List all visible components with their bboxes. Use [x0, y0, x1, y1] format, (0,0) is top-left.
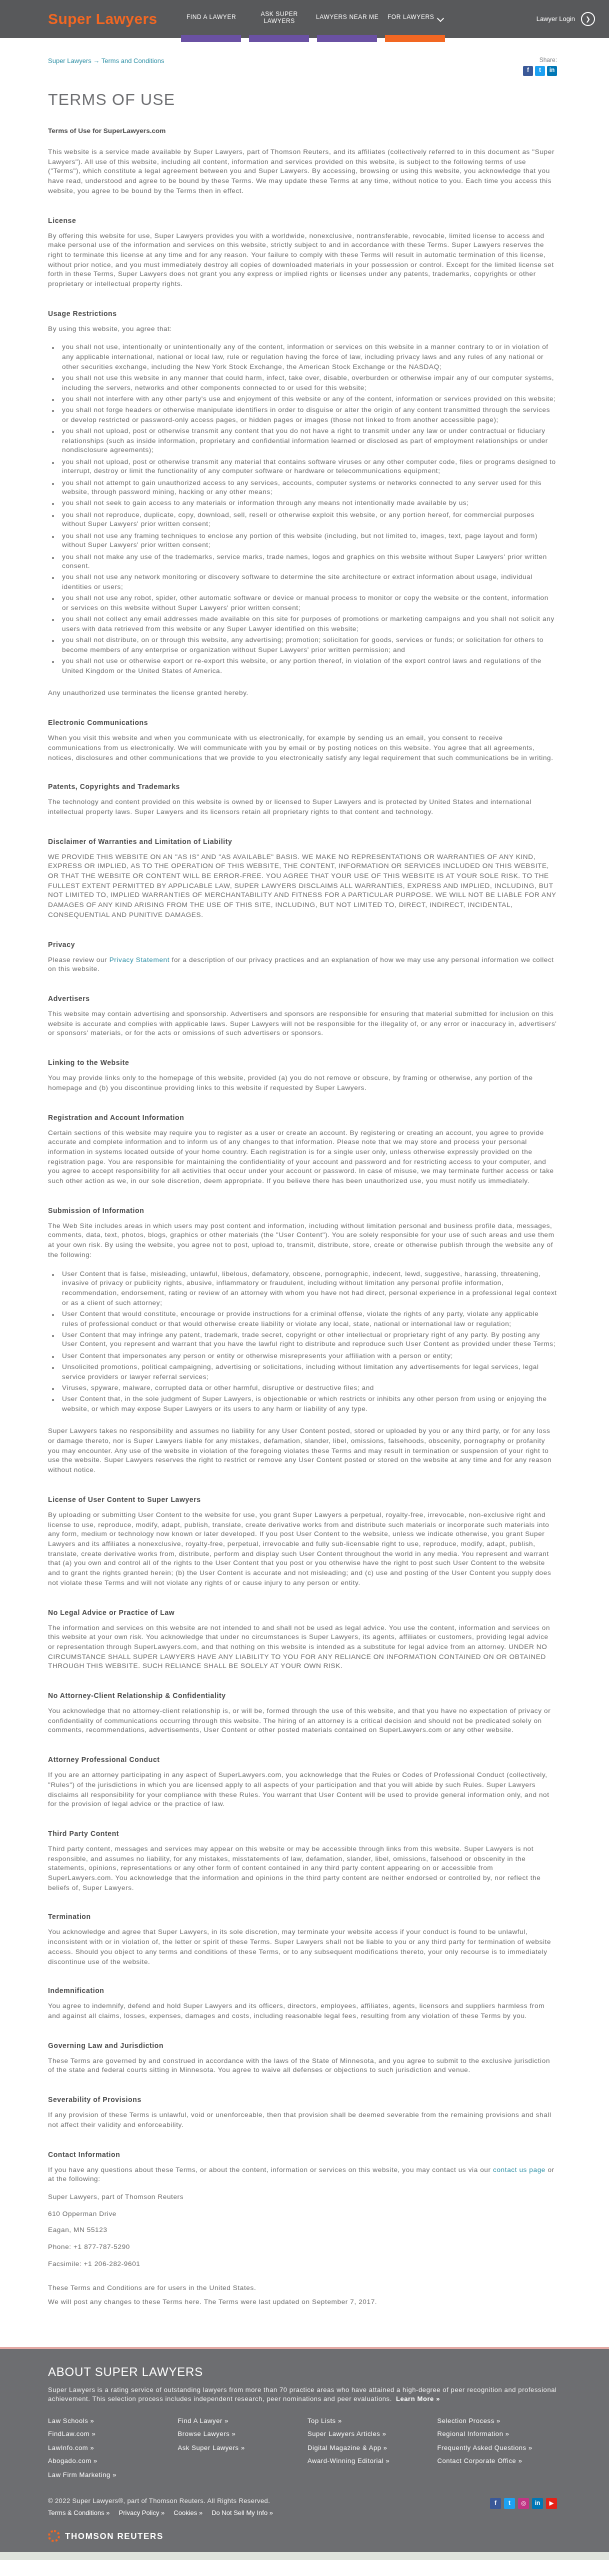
section-heading-indemnification: Indemnification — [48, 1988, 105, 1996]
section-heading-electronic-communications: Electronic Communications — [48, 720, 149, 728]
nav-indicator-purple — [249, 35, 309, 42]
login-arrow-button[interactable]: ❯ — [581, 12, 595, 26]
list-item: • you shall not use this website in any manner that could harm, infect, take over, disable, overburden or otherwise impair any of our computer systems, including the servers, networks and other components connected to or used for this website; — [62, 374, 557, 393]
submission-lead: The Web Site includes areas in which users may post content and information, including without limitation personal and business profile data, messages, comments, data, text, photos, blogs, graphics or other materials (the "User Content"). You are solely responsible for your use of such areas and use them at your own risk. By using the website, you agree not to post, upload to, transmit, distribute, store, create or otherwise publish through the website any of the following: — [48, 1222, 555, 1259]
footer-column-4 — [437, 2417, 557, 2485]
main-nav — [179, 0, 451, 38]
twitter-icon[interactable]: t — [504, 2498, 515, 2509]
bottom-strip — [0, 2552, 609, 2560]
footer-bottom-row — [48, 2498, 557, 2517]
chevron-down-icon — [437, 14, 444, 21]
section-body-attorney-conduct: If you are an attorney participating in any aspect of SuperLawyers.com, you acknowledge that the Rules or Codes of Professional Conduct (collectively, "Rules") of the jurisdictions in which you are licensed apply to all aspects of your participation and that you will abide by such Rules. Super Lawyers disclaims all responsibility for your compliance with these Rules. You warrant that User Content will be used to provide general information only, and not for the provision of legal advice or the practice of law. — [48, 1772, 550, 1809]
site-footer — [0, 2347, 609, 2553]
section-body-disclaimer: WE PROVIDE THIS WEBSITE ON AN "AS IS" AND "AS AVAILABLE" BASIS. WE MAKE NO REPRESENTATIONS OR WARRANTIES OF ANY KIND, EXPRESS OR IMPLIED, AS TO THE OPERATION OF THIS WEBSITE, THE CONTENT, INFORMATION OR SERVICES INCLUDED ON THIS WEBSITE, OR THAT THE WEBSITE OR CONTENT WILL BE ERROR-FREE. YOU AGREE THAT YOUR USE OF THIS WEBSITE IS AT YOUR SOLE RISK. TO THE FULLEST EXTENT PERMITTED BY APPLICABLE LAW, SUPER LAWYERS DISCLAIMS ALL WARRANTIES, EXPRESS AND IMPLIED, INCLUDING, BUT NOT LIMITED TO, IMPLIED WARRANTIES OF MERCHANTABILITY AND FITNESS FOR A PARTICULAR PURPOSE. WE WILL NOT BE LIABLE FOR ANY DAMAGES OF ANY KIND ARISING FROM THE USE OF THIS SITE, INCLUDING, BUT NOT LIMITED TO, DIRECT, INDIRECT, INCIDENTAL, CONSEQUENTIAL AND PUNITIVE DAMAGES. — [48, 853, 557, 919]
submission-list — [48, 1270, 557, 1415]
section-body-patents: The technology and content provided on this website is owned by or licensed to Super Lawyers and is protected by United States and international intellectual property laws. Super Lawyers and its licensors retain all proprietary rights to that content and technology. — [48, 799, 532, 816]
footer-link-selection-process[interactable]: Selection Process » — [437, 2417, 501, 2425]
footer-link-lawinfo[interactable]: LawInfo.com » — [48, 2444, 95, 2452]
section-heading-termination: Termination — [48, 1914, 91, 1922]
section-body-governing-law: These Terms are governed by and construed in accordance with the laws of the State of Minnesota, and you agree to submit to the exclusive jurisdiction of the state and federal courts sitting in Minnesota. You agree to waive all defenses or objections to such jurisdiction and venue. — [48, 2057, 551, 2075]
list-item: • you shall not upload, post or otherwise transmit any material that contains software viruses or any other computer code, files or programs designed to interrupt, destroy or limit the functionality of any computer software or hardware or telecommunications equipment; — [62, 458, 557, 477]
section-body-third-party-content: Third party content, messages and services may appear on this website or may be accessible through links from this website. Super Lawyers is not responsible, and assumes no liability, for any mistakes, misstatements of law, defamation, slander, libel, omissions, falsehood or obscenity in the statements, opinions, representations or any other form of content contained in any third party content appearing on or accessible from SuperLawyers.com. You acknowledge that the information and opinions in the third party content are neither endorsed or controlled by, nor reflect the beliefs of, Super Lawyers. — [48, 1845, 541, 1892]
intro-paragraph: This website is a service made available by Super Lawyers, part of Thomson Reuters, and its affiliates (collectively referred to in this document as "Super Lawyers"). All use of this website, including all content, information and services provided on this website, is subject to the following terms of use ("Terms"), which constitute a legal agreement between you and Super Lawyers. By accessing, browsing or using this website, you acknowledge that you have read, understood and agree to be bound by these Terms. We may update these Terms at any time, without notice to you. Each time you access this website, you agree to be bound by the Terms then in effect. — [48, 149, 555, 195]
linkedin-icon[interactable]: in — [532, 2498, 543, 2509]
section-heading-disclaimer: Disclaimer of Warranties and Limitation of Liability — [48, 838, 233, 846]
facebook-share-icon[interactable]: f — [523, 66, 533, 76]
thomson-reuters-wordmark: THOMSON REUTERS — [65, 2531, 164, 2541]
twitter-share-icon[interactable]: t — [535, 66, 545, 76]
usage-lead: By using this website, you agree that: — [48, 325, 172, 333]
section-body-no-attorney-client: You acknowledge that no attorney-client relationship is, or will be, formed through the use of this website, and that you have no expectation of privacy or confidentiality of communications occurring through this website. The hiring of an attorney is a critical decision and should not be predicated solely on comments, recommendations, advertisements, User Content or other posted materials contained on SuperLawyers.com or any other website. — [48, 1708, 551, 1735]
breadcrumb-separator: → — [93, 58, 100, 65]
footer-link-findlaw[interactable]: FindLaw.com » — [48, 2431, 96, 2438]
footer-link-regional-info[interactable]: Regional Information » — [437, 2431, 510, 2438]
super-lawyers-logo[interactable]: Super Lawyers — [48, 10, 158, 28]
list-item: • you shall not use any network monitoring or discovery software to determine the site architecture or extract information about usage, individual identities or users; — [62, 573, 557, 592]
section-heading-privacy: Privacy — [48, 941, 76, 949]
nav-indicator-purple — [181, 35, 241, 42]
nav-ask-super-lawyers[interactable]: ASK SUPER LAWYERS — [247, 0, 311, 38]
note-us-users: These Terms and Conditions are for users in the United States. — [48, 2285, 257, 2293]
section-body-indemnification: You agree to indemnify, defend and hold Super Lawyers and its officers, directors, employees, affiliates, agents, licensors and suppliers harmless from and against all claims, losses, expenses, damages and costs, including reasonable legal fees, resulting from any violation of these Terms by you. — [48, 2003, 545, 2020]
list-item: • you shall not use or otherwise export or re-export this website, or any portion thereof, in violation of the export control laws and regulations of the United Kingdom or the United States of America. — [62, 657, 557, 676]
usage-after: Any unauthorized use terminates the license granted hereby. — [48, 690, 249, 698]
address-line: Super Lawyers, part of Thomson Reuters — [48, 2193, 184, 2201]
section-heading-third-party-content: Third Party Content — [48, 1830, 120, 1838]
footer-link-digital-magazine[interactable]: Digital Magazine & App » — [307, 2444, 388, 2452]
contact-address-block — [48, 2193, 557, 2270]
section-heading-contact: Contact Information — [48, 2151, 121, 2159]
list-item: • you shall not use any framing techniques to enclose any portion of this website (including, but not limited to, images, text, page layout and form) without Super Lawyers' prior written consent; — [62, 532, 557, 551]
page-title: TERMS OF USE — [48, 92, 176, 109]
top-nav-bar — [0, 0, 609, 38]
footer-column-1 — [48, 2417, 168, 2485]
section-body-advertisers: This website may contain advertising and sponsorship. Advertisers and sponsors are responsible for ensuring that material submitted for inclusion on this website is accurate and complies with applicable laws. Super Lawyers will not be responsible for the illegality of, or any error or inaccuracy in, advertisers' or sponsors' materials, or for the acts or omissions of such advertisers or sponsors. — [48, 1010, 557, 1038]
section-heading-attorney-conduct: Attorney Professional Conduct — [48, 1757, 160, 1765]
section-body-privacy: Please review our Privacy Statement for a description of our privacy practices and an explanation of how we may use any personal information we collect on this website. — [48, 956, 554, 974]
footer-link-editorial[interactable]: Award-Winning Editorial » — [307, 2458, 390, 2465]
list-item: • you shall not use, intentionally or unintentionally any of the content, information or services on this website in a manner contrary to or in violation of any applicable international, national or local law, rule or regulation having the force of law, including privacy laws and any rules of any national or other securities exchange, including the New York Stock Exchange, the American Stock Exchange or the NASDAQ; — [62, 343, 557, 372]
footer-link-do-not-sell[interactable]: Do Not Sell My Info » — [211, 2510, 273, 2517]
list-item: • you shall not interfere with any other party's use and enjoyment of this website or any of the content, information or services provided on this website; — [62, 395, 557, 405]
copyright-text: © 2022 Super Lawyers®, part of Thomson Reuters. All Rights Reserved. — [48, 2498, 271, 2505]
footer-link-cookies[interactable]: Cookies » — [173, 2510, 203, 2517]
footer-link-top-lists[interactable]: Top Lists » — [307, 2417, 342, 2425]
section-body-severability: If any provision of these Terms is unlawful, void or unenforceable, then that provision shall be deemed severable from the remaining provisions and shall not affect their validity and enforceability. — [48, 2112, 552, 2129]
lawyer-login-link[interactable]: Lawyer Login — [536, 15, 575, 23]
footer-link-articles[interactable]: Super Lawyers Articles » — [307, 2431, 387, 2438]
address-line: Facsimile: +1 206-282-9601 — [48, 2260, 141, 2268]
login-area — [536, 12, 609, 26]
footer-link-abogado[interactable]: Abogado.com » — [48, 2458, 98, 2465]
section-heading-no-attorney-client: No Attorney-Client Relationship & Confidentiality — [48, 1693, 226, 1701]
section-body-linking: You may provide links only to the homepage of this website, provided (a) you do not remove or obscure, by framing or otherwise, any portion of the homepage and (b) you discontinue providing links to this website if requested by Super Lawyers. — [48, 1075, 533, 1092]
submission-after: Super Lawyers takes no responsibility and assumes no liability for any User Content posted, stored or uploaded by you or any third party, or for any loss or damage thereto, nor is Super Lawyers liable for any mistakes, defamation, slander, libel, omissions, falsehoods, obscenity, pornography or profanity you may encounter. Any use of the website in violation of the foregoing violates these Terms and may result in termination or suspension of your right to use the website. Super Lawyers reserves the right to restrict or remove any User Content posted or stored on the website at any time and for any reason without notice. — [48, 1428, 552, 1475]
section-body-electronic-communications: When you visit this website and when you communicate with us electronically, for example by sending us an email, you consent to receive communications from us electronically. We will communicate with you by email or by posting notices on this website. You agree that all agreements, notices, disclosures and other communications that we provide to you electronically satisfy any legal requirement that such communications be in writing. — [48, 735, 554, 762]
list-item: • Viruses, spyware, malware, corrupted data or other harmful, disruptive or destructive files; and — [62, 1384, 557, 1394]
section-heading-usage-restrictions: Usage Restrictions — [48, 310, 117, 318]
footer-link-browse-lawyers[interactable]: Browse Lawyers » — [177, 2431, 236, 2438]
footer-column-3 — [308, 2417, 428, 2485]
section-body-termination: You acknowledge and agree that Super Lawyers, in its sole discretion, may terminate your website access if your conduct is found to be unlawful, inconsistent with or in violation of, the letter or spirit of these Terms. Super Lawyers shall not be liable to you or any third party for termination of website access. Should you object to any terms and conditions of these Terms, or to any subsequent modifications thereto, your only recourse is to immediately discontinue use of the website. — [48, 1929, 552, 1966]
section-body-no-legal-advice: The information and services on this website are not intended to and shall not be used as legal advice. You use the content, information and services on this website at your own risk. You acknowledge that under no circumstances is Super Lawyers, its agents, affiliates or customers, providing legal advice or representation through SuperLawyers.com, and that nothing on this website is intended as a substitute for legal advice from an attorney. UNDER NO CIRCUMSTANCE SHALL SUPER LAWYERS HAVE ANY LIABILITY TO YOU FOR ANY RELIANCE ON INFORMATION CONTAINED ON OR OBTAINED THROUGH THIS WEBSITE. SUCH RELIANCE SHALL BE SOLELY AT YOUR OWN RISK. — [48, 1624, 551, 1671]
footer-link-grid — [48, 2417, 557, 2485]
list-item: • you shall not collect any email addresses made available on this site for purposes of promotions or marketing campaigns and you shall not solicit any users with data retrieved from this website or any Super Lawyer identified on this website; — [62, 615, 557, 634]
address-line: Phone: +1 877-787-5290 — [48, 2244, 130, 2252]
list-item: • User Content that, in the sole judgment of Super Lawyers, is objectionable or which restricts or inhibits any other person from using or enjoying the website, or which may expose Super Lawyers or its users to any harm or liability of any type. — [62, 1395, 557, 1414]
page-subtitle: Terms of Use for SuperLawyers.com — [48, 128, 166, 135]
footer-column-2 — [178, 2417, 298, 2485]
section-body-registration: Certain sections of this website may require you to register as a user or create an account. By registering or creating an account, you agree to provide accurate and complete information and to inform us of any changes to that information. Please note that we may store and process your personal information in systems located outside of your home country. Each registration is for a single user only, unless otherwise expressly provided on the registration page. You are responsible for maintaining the confidentiality of your account and password and for restricting access to your computer, and you agree to accept responsibility for all activities that occur under your account or password. In case of misuse, we may terminate further access or take such other action as we, in our sole discretion, deem appropriate. If you believe there has been unauthorized use, you must notify us immediately. — [48, 1129, 554, 1186]
footer-link-contact-corporate[interactable]: Contact Corporate Office » — [437, 2458, 523, 2465]
footer-link-privacy-policy[interactable]: Privacy Policy » — [118, 2510, 165, 2517]
footer-link-ask-super-lawyers[interactable]: Ask Super Lawyers » — [177, 2444, 245, 2452]
section-heading-linking: Linking to the Website — [48, 1060, 130, 1068]
linkedin-share-icon[interactable]: in — [547, 66, 557, 76]
nav-indicator-orange-active — [385, 35, 445, 42]
privacy-statement-link[interactable]: Privacy Statement — [109, 956, 170, 964]
footer-link-law-firm-marketing[interactable]: Law Firm Marketing » — [48, 2471, 117, 2479]
usage-restrictions-list — [48, 343, 557, 676]
breadcrumb — [48, 58, 164, 65]
footer-about-text: Super Lawyers is a rating service of outstanding lawyers from more than 70 practice areas who have attained a high-degree of peer recognition and professional achievement. This selection process includes independent research, peer nominations and peer evaluations. Learn More » — [48, 2386, 557, 2403]
footer-about-title: ABOUT SUPER LAWYERS — [48, 2364, 203, 2379]
list-item: • you shall not reproduce, duplicate, copy, download, sell, resell or otherwise exploit this website, or any portion hereof, for commercial purposes without Super Lawyers' prior written consent; — [62, 511, 557, 530]
learn-more-link[interactable]: Learn More » — [395, 2396, 440, 2403]
list-item: • you shall not distribute, on or through this website, any advertising; promotion; solicitation for goods, services or funds; or solicitation for others to become members of any enterprise or organization without Super Lawyers' prior written permission; and — [62, 636, 557, 655]
section-heading-governing-law: Governing Law and Jurisdiction — [48, 2042, 164, 2050]
list-item: • you shall not use any robot, spider, other automatic software or device or manual process to monitor or copy the website or the content, information or services on this website without Super Lawyers' prior written consent; — [62, 594, 557, 613]
section-heading-submission: Submission of Information — [48, 1207, 145, 1215]
section-heading-advertisers: Advertisers — [48, 995, 90, 1003]
nav-lawyers-near-me[interactable]: LAWYERS NEAR ME — [315, 0, 379, 38]
section-heading-severability: Severability of Provisions — [48, 2097, 142, 2105]
nav-find-a-lawyer[interactable]: FIND A LAWYER — [179, 0, 243, 38]
section-body-contact: If you have any questions about these Terms, or about the content, information or services on this website, you may contact us via our contact us page or at the following: — [48, 2166, 555, 2184]
footer-link-find-a-lawyer[interactable]: Find A Lawyer » — [177, 2417, 229, 2425]
list-item: • you shall not attempt to gain unauthorized access to any services, accounts, computer systems or networks connected to any server used for this website, through password mining, hacking or any other means; — [62, 479, 557, 498]
contact-us-page-link[interactable]: contact us page — [493, 2166, 546, 2174]
footer-link-terms[interactable]: Terms & Conditions » — [48, 2510, 110, 2517]
list-item: • User Content that impersonates any person or entity or otherwise misrepresents your affiliation with a person or entity; — [62, 1352, 557, 1362]
list-item: • you shall not make any use of the trademarks, service marks, trade names, logos and graphics on this website without Super Lawyers' prior written consent. — [62, 553, 557, 572]
list-item: • you shall not seek to gain access to any materials or information through any means not intentionally made available by us; — [62, 499, 557, 509]
list-item: • Unsolicited promotions, political campaigning, advertising or solicitations, including without limitation any advertisements for legal services, legal service providers or lawyer referral services; — [62, 1363, 557, 1382]
youtube-icon[interactable]: ▶ — [546, 2498, 557, 2509]
section-heading-patents: Patents, Copyrights and Trademarks — [48, 784, 180, 792]
footer-link-faq[interactable]: Frequently Asked Questions » — [437, 2444, 533, 2452]
share-widget — [523, 58, 557, 76]
facebook-icon[interactable]: f — [490, 2498, 501, 2509]
address-line: 610 Opperman Drive — [48, 2210, 117, 2218]
section-body-license: By offering this website for use, Super Lawyers provides you with a worldwide, nonexclusive, nontransferable, revocable, limited license to access and make personal use of the information and services on this website, strictly subject to and in accordance with these Terms. Super Lawyers reserves the right to terminate this license at any time and for any reason. Your failure to comply with these Terms will result in automatic termination of this license, without prior notice, and you must immediately destroy all copies of downloaded materials in your possession or control. Except for the limited license set forth in these Terms, Super Lawyers does not grant you any express or implied rights or licenses under any patents, trademarks, copyrights or other proprietary or intellectual property rights. — [48, 232, 554, 289]
footer-social-icons — [490, 2498, 557, 2509]
thomson-reuters-logo-icon — [48, 2530, 60, 2542]
section-heading-license-of-user-content: License of User Content to Super Lawyers — [48, 1496, 201, 1504]
list-item: • User Content that would constitute, encourage or provide instructions for a criminal offense, violate the rights of any party, violate any applicable rules of professional conduct or that would otherwise create liability or violate any local, state, national or international law or regulation; — [62, 1310, 557, 1329]
list-item: • you shall not forge headers or otherwise manipulate identifiers in order to disguise or alter the origin of any content transmitted through the services or develop restricted or password-only access pages, or hidden pages or images (those not linked to from another accessible page); — [62, 406, 557, 425]
footer-link-law-schools[interactable]: Law Schools » — [48, 2417, 95, 2425]
page-content — [0, 38, 609, 2347]
section-heading-registration: Registration and Account Information — [48, 1114, 185, 1122]
address-line: Eagan, MN 55123 — [48, 2227, 108, 2235]
list-item: • User Content that may infringe any patent, trademark, trade secret, copyright or other intellectual or proprietary right of any party. By posting any User Content, you represent and warrant that you have the lawful right to distribute and reproduce such User Content as provided under these Terms; — [62, 1331, 557, 1350]
footer-legal-links — [48, 2510, 273, 2517]
nav-indicator-purple — [317, 35, 377, 42]
breadcrumb-home-link[interactable]: Super Lawyers — [48, 58, 92, 65]
note-last-updated: We will post any changes to these Terms here. The Terms were last updated on September 7, 2017. — [48, 2299, 378, 2307]
instagram-icon[interactable]: ◎ — [518, 2498, 529, 2509]
section-heading-no-legal-advice: No Legal Advice or Practice of Law — [48, 1609, 175, 1617]
section-heading-license: License — [48, 217, 77, 225]
list-item: • User Content that is false, misleading, unlawful, libelous, defamatory, obscene, pornographic, indecent, lewd, suggestive, harassing, threatening, invasive of privacy or publicity rights, abusive, inflammatory or fraudulent, including without limitation any personal profile information, recommendation, endorsement, rating or review of an attorney with whom you have not had direct, personal experience in a professional legal context or as a client of such attorney; — [62, 1270, 557, 1309]
nav-for-lawyers[interactable]: FOR LAWYERS — [383, 0, 447, 38]
list-item: • you shall not upload, post or otherwise transmit any content that you do not have a right to transmit under any law or under contractual or fiduciary relationships (such as inside information, proprietary and confidential information learned or disclosed as part of employment relationships or under nondisclosure agreements); — [62, 427, 557, 456]
thomson-reuters-brand[interactable] — [48, 2530, 557, 2552]
share-label: Share: — [539, 58, 557, 64]
breadcrumb-current[interactable]: Terms and Conditions — [101, 58, 165, 65]
section-body-license-of-user-content: By uploading or submitting User Content to the website for use, you grant Super Lawyers a perpetual, royalty-free, irrevocable, non-exclusive right and license to use, reproduce, modify, adapt, publish, translate, create derivative works from and distribute such materials or incorporate such materials into any form, medium or technology now known or later developed. If you post User Content to the website, unless we indicate otherwise, you grant Super Lawyers and its affiliates a nonexclusive, royalty-free, perpetual, irrevocable and fully sub-licensable right to use, reproduce, modify, adapt, publish, translate, create derivative works from, distribute, perform and display such User Content throughout the world in any media. You represent and warrant that (a) you own and control all of the rights to the User Content that you post or you otherwise have the right to post such User Content to the website and to grant the rights granted herein; (b) the User Content is accurate and not misleading; and (c) use and posting of the User Content you supply does not violate these Terms and will not violate any rights of or cause injury to any person or entity. — [48, 1511, 552, 1587]
